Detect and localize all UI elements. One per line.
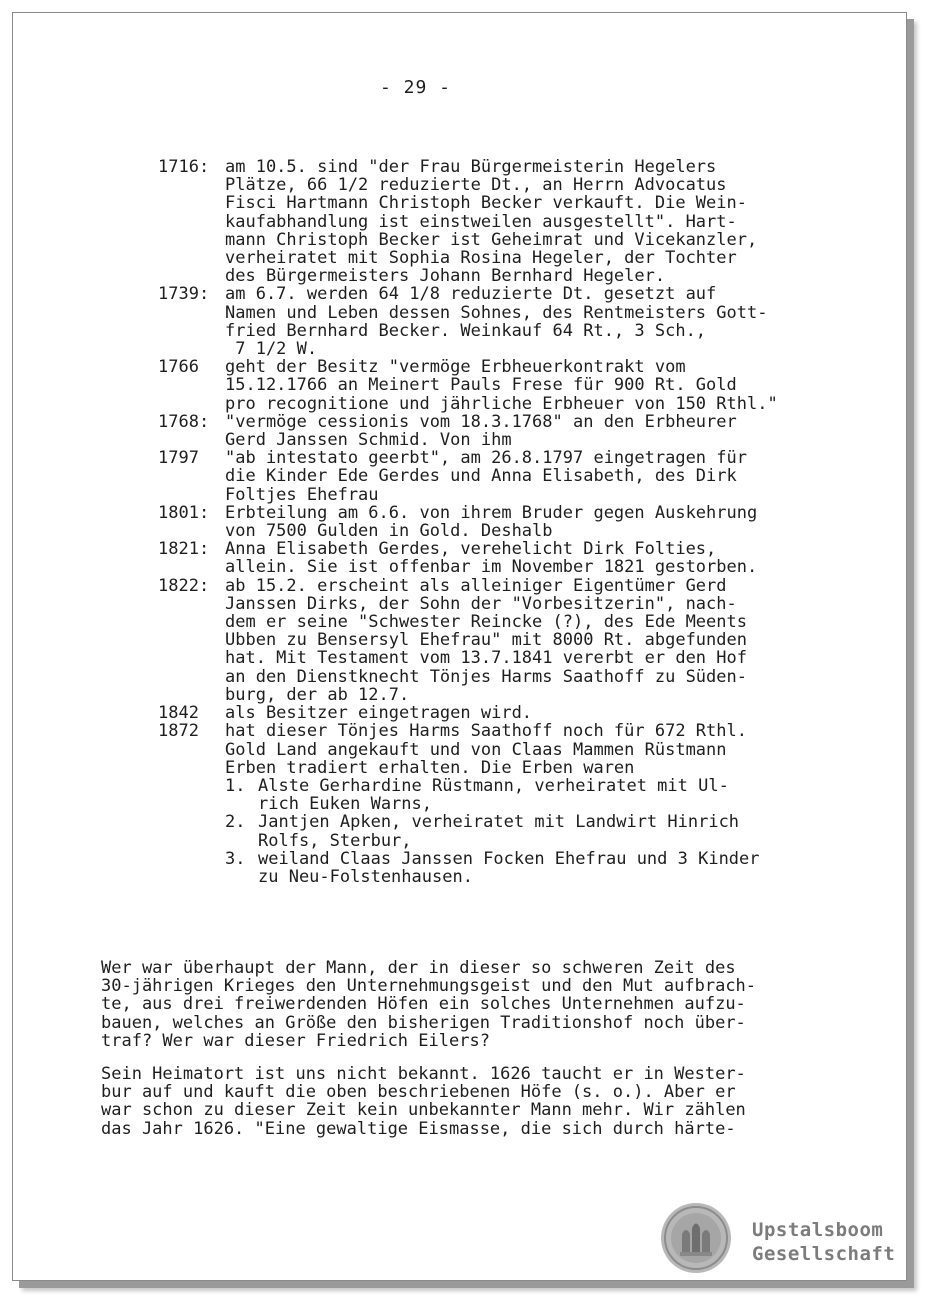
text-line: Janssen Dirks, der Sohn der "Vorbesitzerin", nach- bbox=[225, 593, 737, 614]
entry-year: 1821: bbox=[158, 539, 210, 560]
entry-text bbox=[225, 449, 838, 504]
chronicle-entry bbox=[158, 577, 838, 704]
entry-text bbox=[225, 704, 838, 722]
text-line: 30-jährigen Krieges den Unternehmungsgeist und den Mut aufbrach- bbox=[101, 976, 757, 997]
text-line: pro recognitione und jährliche Erbheuer von 150 Rthl." bbox=[225, 393, 778, 414]
ownership-chronicle bbox=[158, 158, 838, 886]
text-line: an den Dienstknecht Tönjes Harms Saathoff zu Süden- bbox=[225, 666, 747, 687]
text-line: traf? Wer war dieser Friedrich Eilers? bbox=[101, 1030, 490, 1051]
entry-text bbox=[225, 504, 838, 540]
text-line: Jantjen Apken, verheiratet mit Landwirt Hinrich bbox=[258, 812, 740, 833]
text-line: 7 1/2 W. bbox=[225, 339, 318, 360]
entry-text bbox=[225, 158, 838, 285]
heir-number: 3. bbox=[225, 848, 246, 869]
heir-number: 1. bbox=[225, 775, 246, 796]
text-line: Plätze, 66 1/2 reduzierte Dt., an Herrn Advocatus bbox=[225, 175, 727, 196]
text-line: kaufabhandlung ist einstweilen ausgestellt". Hart- bbox=[225, 211, 737, 232]
text-line: Erben tradiert erhalten. Die Erben waren bbox=[225, 757, 635, 778]
text-line: "vermöge cessionis vom 18.3.1768" an den Erbheurer bbox=[225, 411, 737, 432]
entry-year: 1768: bbox=[158, 411, 210, 432]
chronicle-entry bbox=[158, 449, 838, 504]
entry-text bbox=[225, 358, 838, 413]
society-brand bbox=[752, 1218, 895, 1266]
entry-year: 1842 bbox=[158, 703, 199, 724]
entry-text bbox=[225, 540, 838, 576]
text-line: mann Christoph Becker ist Geheimrat und Vicekanzler, bbox=[225, 229, 758, 250]
text-line: allein. Sie ist offenbar im November 1821 gestorben. bbox=[225, 557, 758, 578]
heir-item bbox=[225, 777, 838, 813]
entry-year: 1797 bbox=[158, 448, 199, 469]
entry-text bbox=[225, 577, 838, 704]
chronicle-entry bbox=[158, 540, 838, 576]
entry-text bbox=[225, 285, 838, 358]
text-line: Namen und Leben dessen Sohnes, des Rentmeisters Gott- bbox=[225, 302, 768, 323]
text-line: "ab intestato geerbt", am 26.8.1797 eingetragen für bbox=[225, 448, 747, 469]
text-line: Rolfs, Sterbur, bbox=[258, 830, 412, 851]
text-line: bauen, welches an Größe den bisherigen Traditionshof noch über- bbox=[101, 1012, 746, 1033]
text-line: am 6.7. werden 64 1/8 reduzierte Dt. gesetzt auf bbox=[225, 284, 717, 305]
text-line: Foltjes Ehefrau bbox=[225, 484, 379, 505]
heirs-list bbox=[225, 777, 838, 886]
text-line: am 10.5. sind "der Frau Bürgermeisterin Hegelers bbox=[225, 157, 717, 177]
chronicle-entry bbox=[158, 413, 838, 449]
heir-item bbox=[225, 850, 838, 886]
text-line: rich Euken Warns, bbox=[258, 794, 432, 815]
chronicle-entry bbox=[158, 704, 838, 722]
text-line: 15.12.1766 an Meinert Pauls Frese für 900 Rt. Gold bbox=[225, 375, 737, 396]
text-line: te, aus drei freiwerdenden Höfen ein solches Unternehmen aufzu- bbox=[101, 994, 746, 1015]
text-line: weiland Claas Janssen Focken Ehefrau und 3 Kinder bbox=[258, 848, 760, 869]
text-line: Alste Gerhardine Rüstmann, verheiratet mit Ul- bbox=[258, 775, 729, 796]
heir-item bbox=[225, 813, 838, 849]
text-line: hat. Mit Testament vom 13.7.1841 vererbt er den Hof bbox=[225, 648, 747, 669]
text-line: verheiratet mit Sophia Rosina Hegeler, der Tochter bbox=[225, 248, 737, 269]
text-line: dem er seine "Schwester Reincke (?), des Ede Meents bbox=[225, 612, 747, 633]
page-number: - 29 - bbox=[380, 77, 452, 98]
chronicle-entry bbox=[158, 722, 838, 886]
text-line: bur auf und kauft die oben beschriebenen Höfe (s. o.). Aber er bbox=[101, 1082, 736, 1103]
paragraph bbox=[101, 959, 841, 1050]
heir-number: 2. bbox=[225, 812, 246, 833]
document-page bbox=[12, 12, 907, 1281]
text-line: des Bürgermeisters Johann Bernhard Hegeler. bbox=[225, 266, 666, 287]
text-line: Gold Land angekauft und von Claas Mammen Rüstmann bbox=[225, 739, 727, 760]
text-line: Erbteilung am 6.6. von ihrem Bruder gegen Auskehrung bbox=[225, 502, 758, 523]
text-line: ab 15.2. erscheint als alleiniger Eigentümer Gerd bbox=[225, 575, 727, 596]
text-line: Anna Elisabeth Gerdes, verehelicht Dirk Folties, bbox=[225, 539, 717, 560]
chronicle-entry bbox=[158, 358, 838, 413]
society-seal-icon bbox=[660, 1202, 732, 1274]
paragraph bbox=[101, 1065, 841, 1138]
text-line: die Kinder Ede Gerdes und Anna Elisabeth, des Dirk bbox=[225, 466, 737, 487]
brand-line: Gesellschaft bbox=[752, 1243, 896, 1265]
text-line: Ubben zu Bensersyl Ehefrau" mit 8000 Rt. abgefunden bbox=[225, 630, 747, 651]
text-line: zu Neu-Folstenhausen. bbox=[258, 866, 473, 887]
entry-year: 1822: bbox=[158, 575, 210, 596]
chronicle-entry bbox=[158, 504, 838, 540]
entry-year: 1716: bbox=[158, 157, 210, 177]
text-line: das Jahr 1626. "Eine gewaltige Eismasse, die sich durch härte- bbox=[101, 1118, 736, 1139]
entry-year: 1739: bbox=[158, 284, 210, 305]
text-line: Fisci Hartmann Christoph Becker verkauft. Die Wein- bbox=[225, 193, 747, 214]
entry-text bbox=[225, 722, 838, 886]
text-line: Sein Heimatort ist uns nicht bekannt. 1626 taucht er in Wester- bbox=[101, 1064, 746, 1084]
text-line: war schon zu dieser Zeit kein unbekannter Mann mehr. Wir zählen bbox=[101, 1100, 746, 1121]
brand-line: Upstalsboom bbox=[752, 1219, 884, 1241]
text-line: hat dieser Tönjes Harms Saathoff noch für 672 Rthl. bbox=[225, 721, 747, 742]
text-line: Wer war überhaupt der Mann, der in dieser so schweren Zeit des bbox=[101, 958, 736, 978]
text-line: Gerd Janssen Schmid. Von ihm bbox=[225, 430, 512, 451]
entry-year: 1766 bbox=[158, 357, 199, 378]
entry-year: 1801: bbox=[158, 502, 210, 523]
text-line: burg, der ab 12.7. bbox=[225, 684, 410, 705]
chronicle-entry bbox=[158, 158, 838, 285]
text-line: geht der Besitz "vermöge Erbheuerkontrakt vom bbox=[225, 357, 686, 378]
text-line: als Besitzer eingetragen wird. bbox=[225, 703, 533, 724]
text-line: von 7500 Gulden in Gold. Deshalb bbox=[225, 521, 553, 542]
entry-year: 1872 bbox=[158, 721, 199, 742]
chronicle-entry bbox=[158, 285, 838, 358]
entry-text bbox=[225, 413, 838, 449]
text-line: fried Bernhard Becker. Weinkauf 64 Rt., 3 Sch., bbox=[225, 320, 707, 341]
